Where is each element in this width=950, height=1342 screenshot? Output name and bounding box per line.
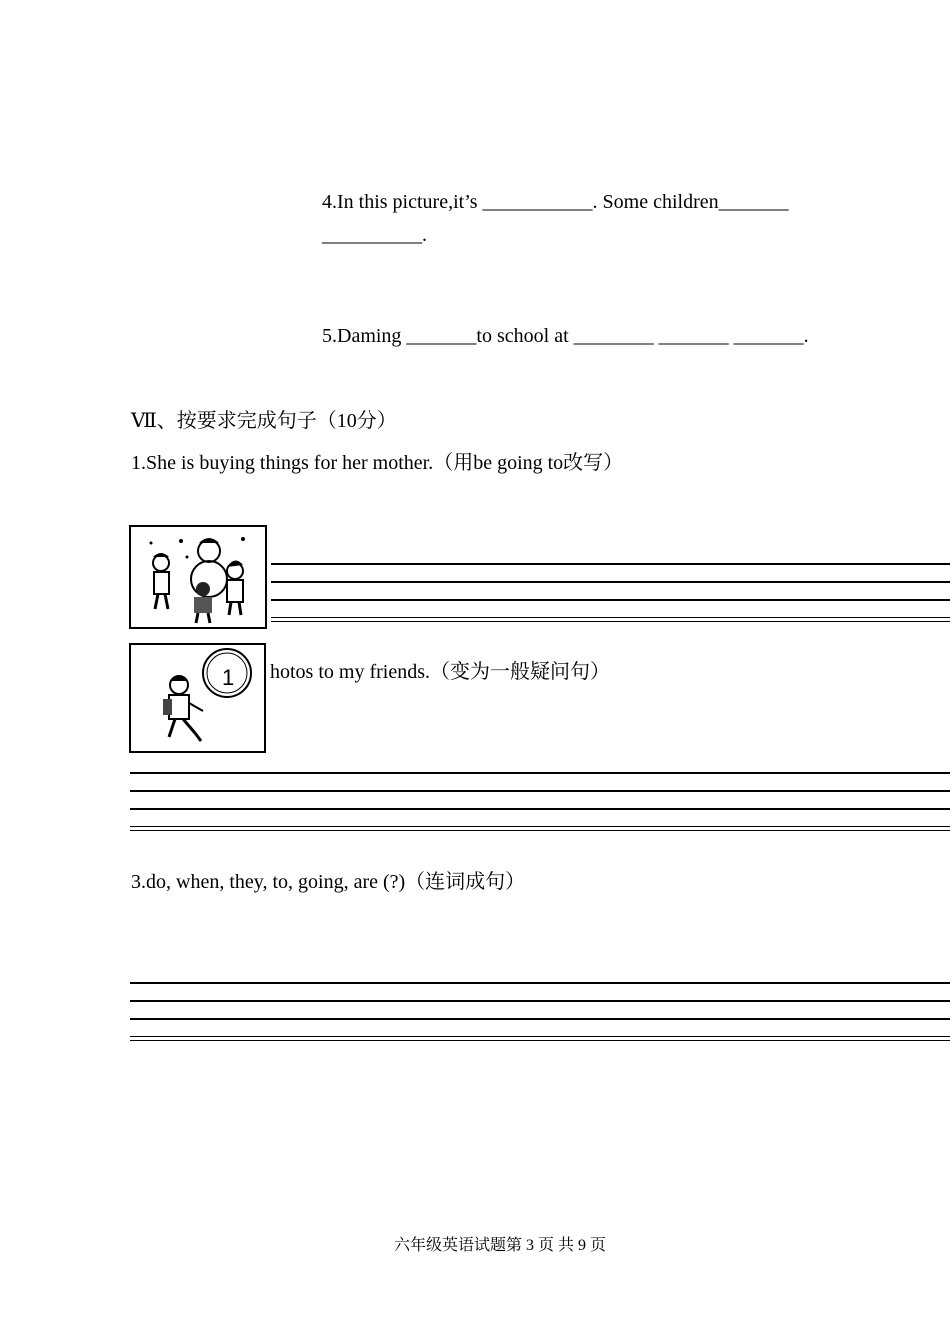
boy-clock-illustration bbox=[129, 643, 266, 753]
answer-line bbox=[271, 563, 950, 565]
section-7-item-2: hotos to my friends.（变为一般疑问句） bbox=[270, 661, 610, 683]
question-4-line1: 4.In this picture,it’s ___________. Some children_______ bbox=[322, 191, 789, 213]
answer-line bbox=[130, 1018, 950, 1020]
children-snowman-illustration bbox=[129, 525, 267, 629]
page-footer: 六年级英语试题第 3 页 共 9 页 bbox=[394, 1237, 607, 1254]
children-snowman-icon bbox=[131, 527, 265, 627]
answer-line bbox=[130, 808, 950, 810]
answer-line bbox=[130, 790, 950, 792]
answer-line bbox=[130, 772, 950, 774]
answer-line bbox=[271, 581, 950, 583]
question-4-line2: __________. bbox=[322, 224, 427, 246]
section-7-item-3: 3.do, when, they, to, going, are (?)（连词成句） bbox=[131, 871, 526, 893]
clock-number: 1 bbox=[222, 665, 235, 690]
answer-line bbox=[271, 621, 950, 622]
answer-line bbox=[130, 826, 950, 827]
boy-clock-icon bbox=[131, 645, 264, 751]
answer-line bbox=[130, 1000, 950, 1002]
answer-line bbox=[130, 982, 950, 984]
section-7-item-1: 1.She is buying things for her mother.（用be going to改写） bbox=[131, 452, 624, 474]
answer-line bbox=[130, 830, 950, 831]
question-5: 5.Daming _______to school at ________ _______ _______. bbox=[322, 325, 809, 347]
answer-line bbox=[271, 599, 950, 601]
section-7-heading: Ⅶ、按要求完成句子（10分） bbox=[131, 410, 397, 432]
answer-line bbox=[130, 1040, 950, 1041]
answer-line bbox=[271, 617, 950, 618]
answer-line bbox=[130, 1036, 950, 1037]
